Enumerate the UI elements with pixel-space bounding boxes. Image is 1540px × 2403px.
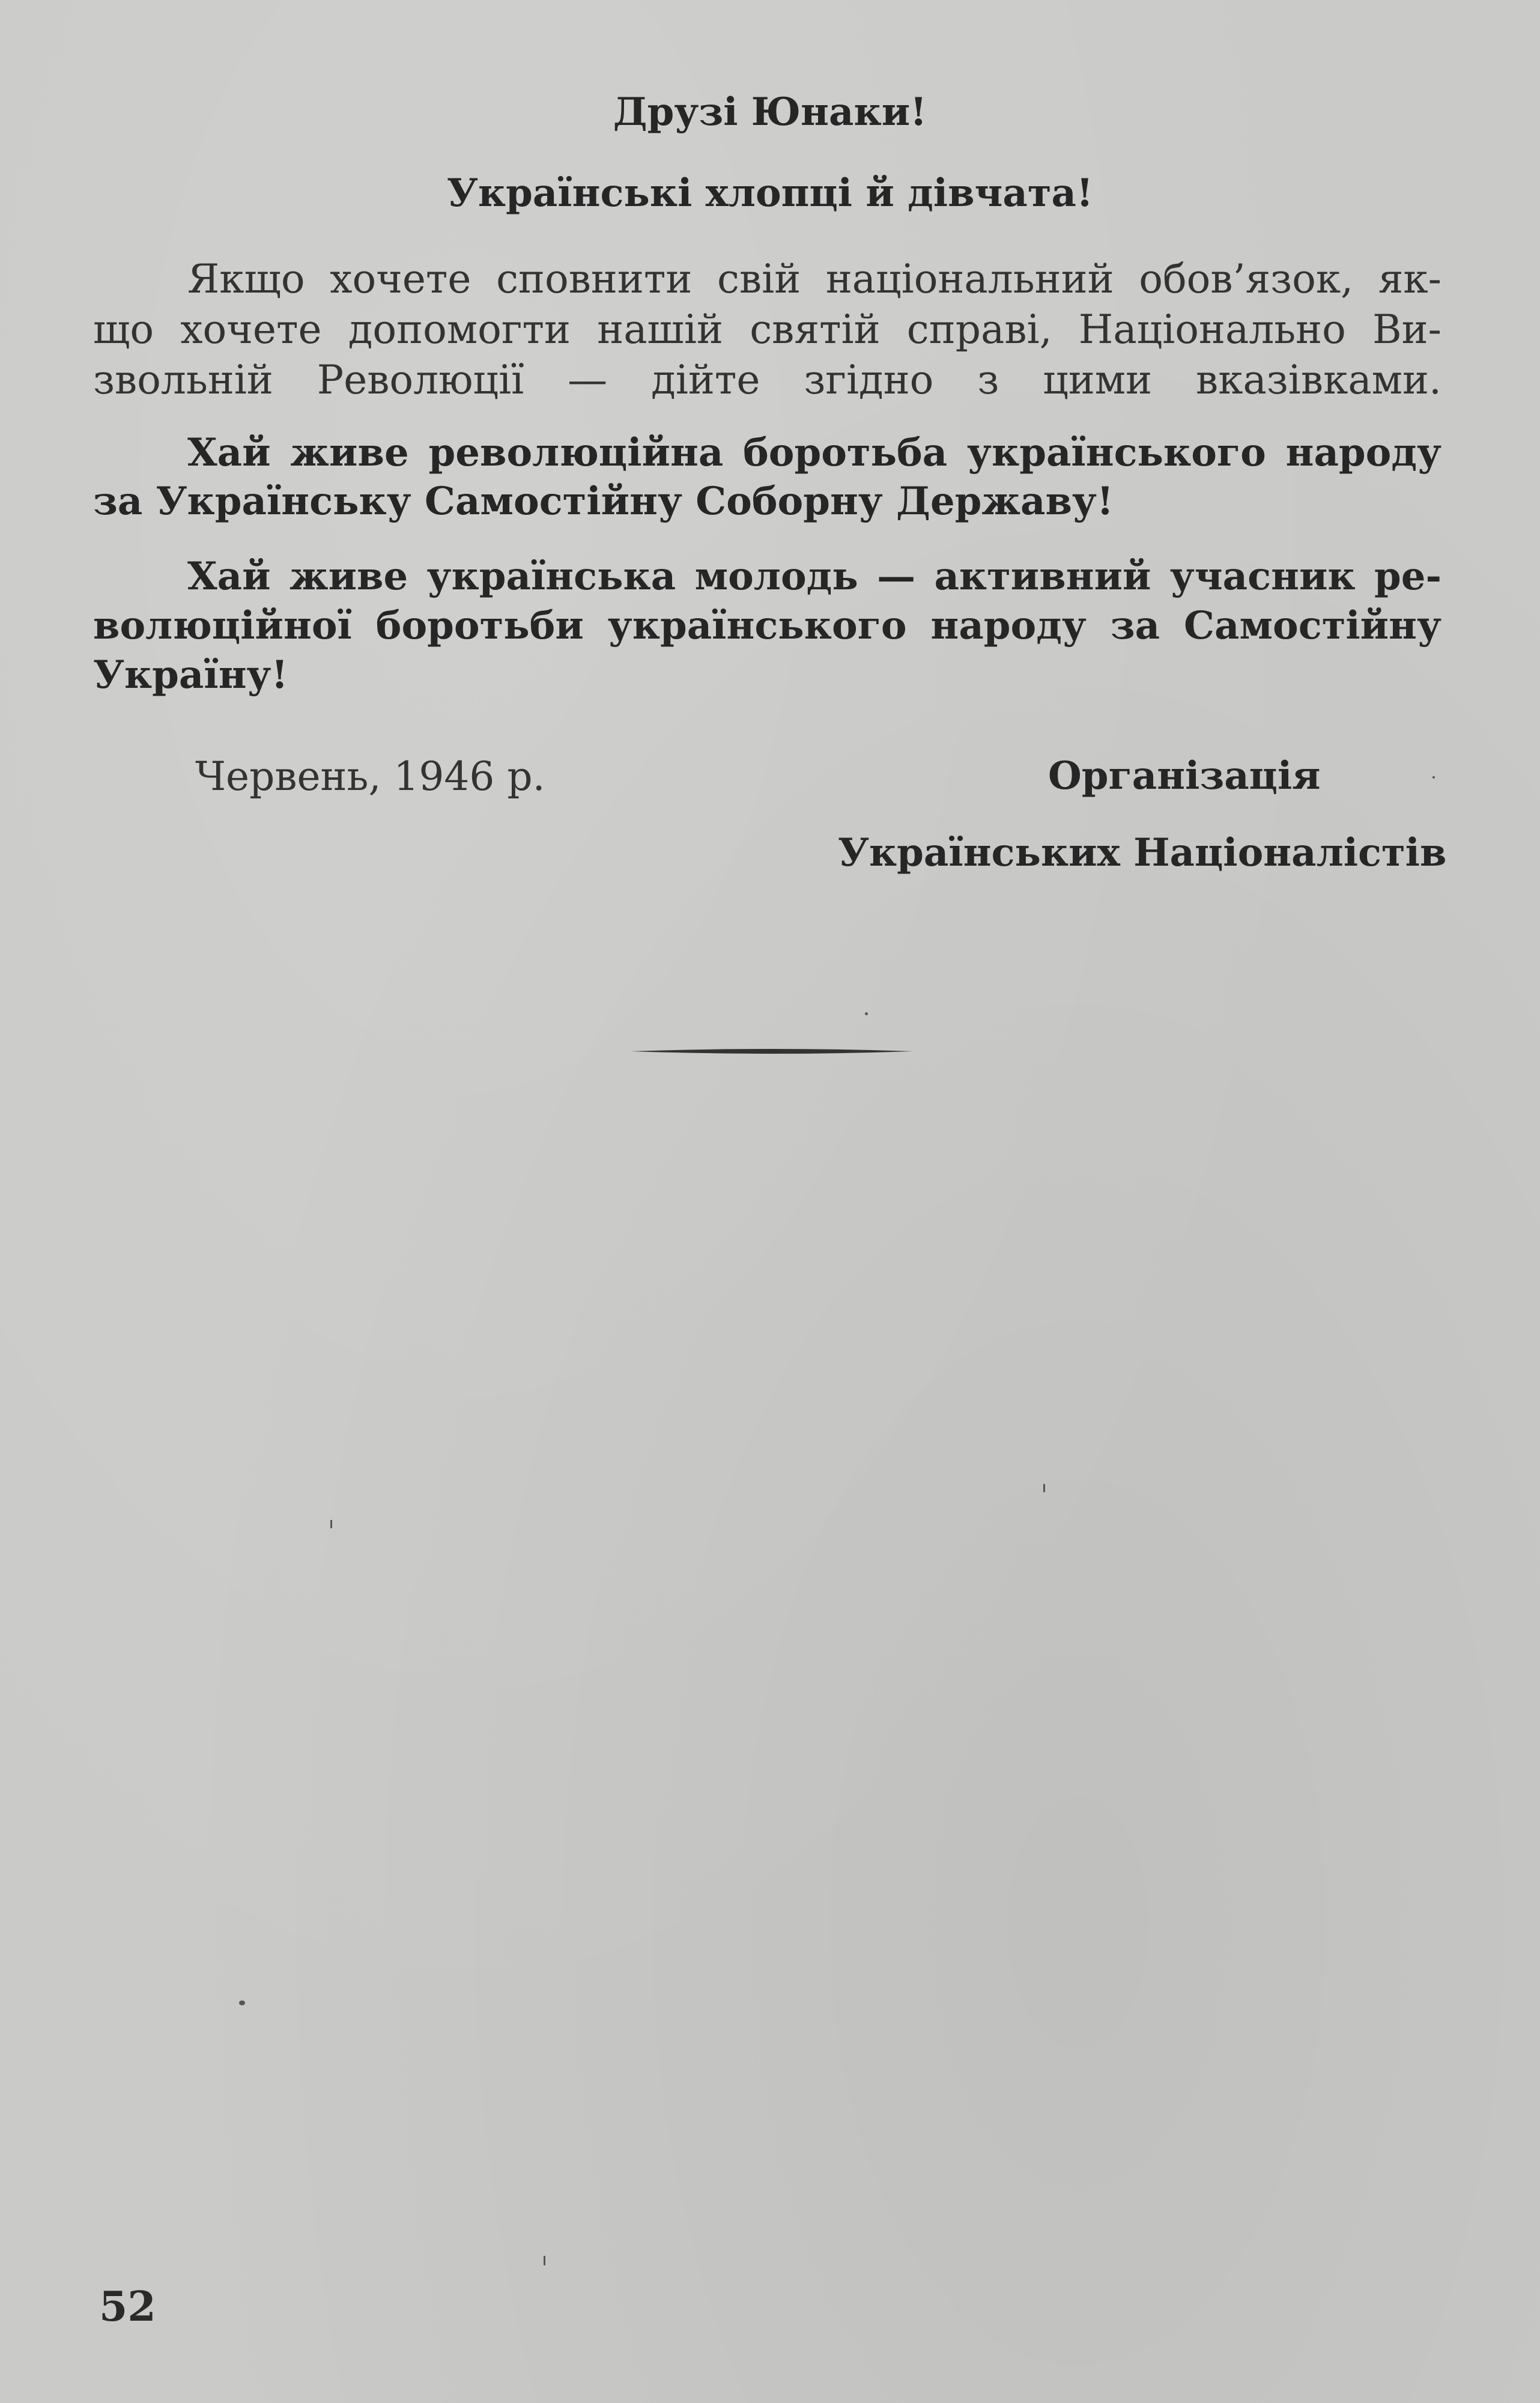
signature-org-line-1 — [1048, 753, 1321, 798]
word: молодь — [694, 554, 858, 599]
greeting-heading-text: Друзі Юнаки! — [613, 90, 927, 135]
paper-speck — [239, 2000, 245, 2005]
word: українського — [607, 603, 907, 648]
word: цими — [1043, 357, 1153, 403]
signature-org-line-2 — [838, 830, 1447, 875]
word: живе — [290, 430, 409, 475]
word: святій — [750, 306, 881, 353]
greeting-subheading-text: Українські хлопці й дівчата! — [446, 171, 1094, 216]
word: обов’язок, — [1139, 256, 1354, 302]
word: дійте — [651, 357, 760, 403]
word: боротьби — [375, 603, 584, 648]
word: допомогти — [348, 306, 571, 353]
word: як- — [1378, 256, 1441, 302]
word: національний — [825, 256, 1114, 302]
body-paragraph-line — [93, 357, 1441, 403]
word: Ви- — [1372, 306, 1441, 353]
org-text: Організація — [1048, 753, 1321, 798]
word: Хай — [187, 430, 271, 475]
page-number: 52 — [99, 2283, 156, 2331]
slogan-text: Україну! — [93, 652, 288, 697]
word: Національно — [1078, 306, 1346, 353]
word: — — [568, 357, 608, 403]
word: українського — [967, 430, 1266, 475]
word: сповнити — [496, 256, 693, 302]
word: Якщо — [187, 256, 305, 302]
word: звольній — [93, 357, 273, 403]
greeting-subheading — [0, 171, 1540, 216]
word: хочете — [330, 256, 471, 302]
word: Самостійну — [1184, 603, 1441, 648]
paper-speck — [1432, 776, 1435, 779]
word: вказівками. — [1196, 357, 1441, 403]
slogan-line — [187, 430, 1441, 475]
slogan-line — [93, 652, 288, 697]
word: активний — [934, 554, 1151, 599]
word: нашій — [597, 306, 724, 353]
paper-speck — [544, 2256, 545, 2265]
word: свій — [717, 256, 801, 302]
word: народу — [1285, 430, 1441, 475]
slogan-line — [93, 603, 1441, 648]
word: народу — [930, 603, 1087, 648]
slogan-line — [187, 554, 1441, 599]
word: ре- — [1374, 554, 1441, 599]
word: революційна — [428, 430, 724, 475]
paper-speck — [330, 1520, 332, 1528]
word: живе — [289, 554, 408, 599]
paper-speck — [1043, 1484, 1045, 1492]
greeting-heading — [0, 90, 1540, 135]
word: Революції — [317, 357, 524, 403]
word: що — [93, 306, 154, 353]
word: учасник — [1169, 554, 1356, 599]
slogan-line — [93, 479, 1114, 524]
ornamental-divider — [631, 1045, 913, 1057]
word: — — [877, 554, 916, 599]
word: згідно — [804, 357, 934, 403]
word: хочете — [180, 306, 322, 353]
word: справі, — [906, 306, 1052, 353]
word: боротьба — [743, 430, 948, 475]
paper-speck — [865, 1012, 868, 1015]
word: з — [977, 357, 999, 403]
slogan-text: за Українську Самостійну Соборну Державу! — [93, 479, 1114, 524]
body-paragraph-line — [93, 306, 1441, 353]
word: Хай — [187, 554, 271, 599]
word: за — [1110, 603, 1160, 648]
word: українська — [426, 554, 676, 599]
date-text: Червень, 1946 р. — [195, 753, 545, 800]
signature-date — [195, 753, 545, 800]
word: волюційної — [93, 603, 352, 648]
org-text: Українських Націоналістів — [838, 830, 1447, 875]
body-paragraph-line — [187, 256, 1441, 302]
